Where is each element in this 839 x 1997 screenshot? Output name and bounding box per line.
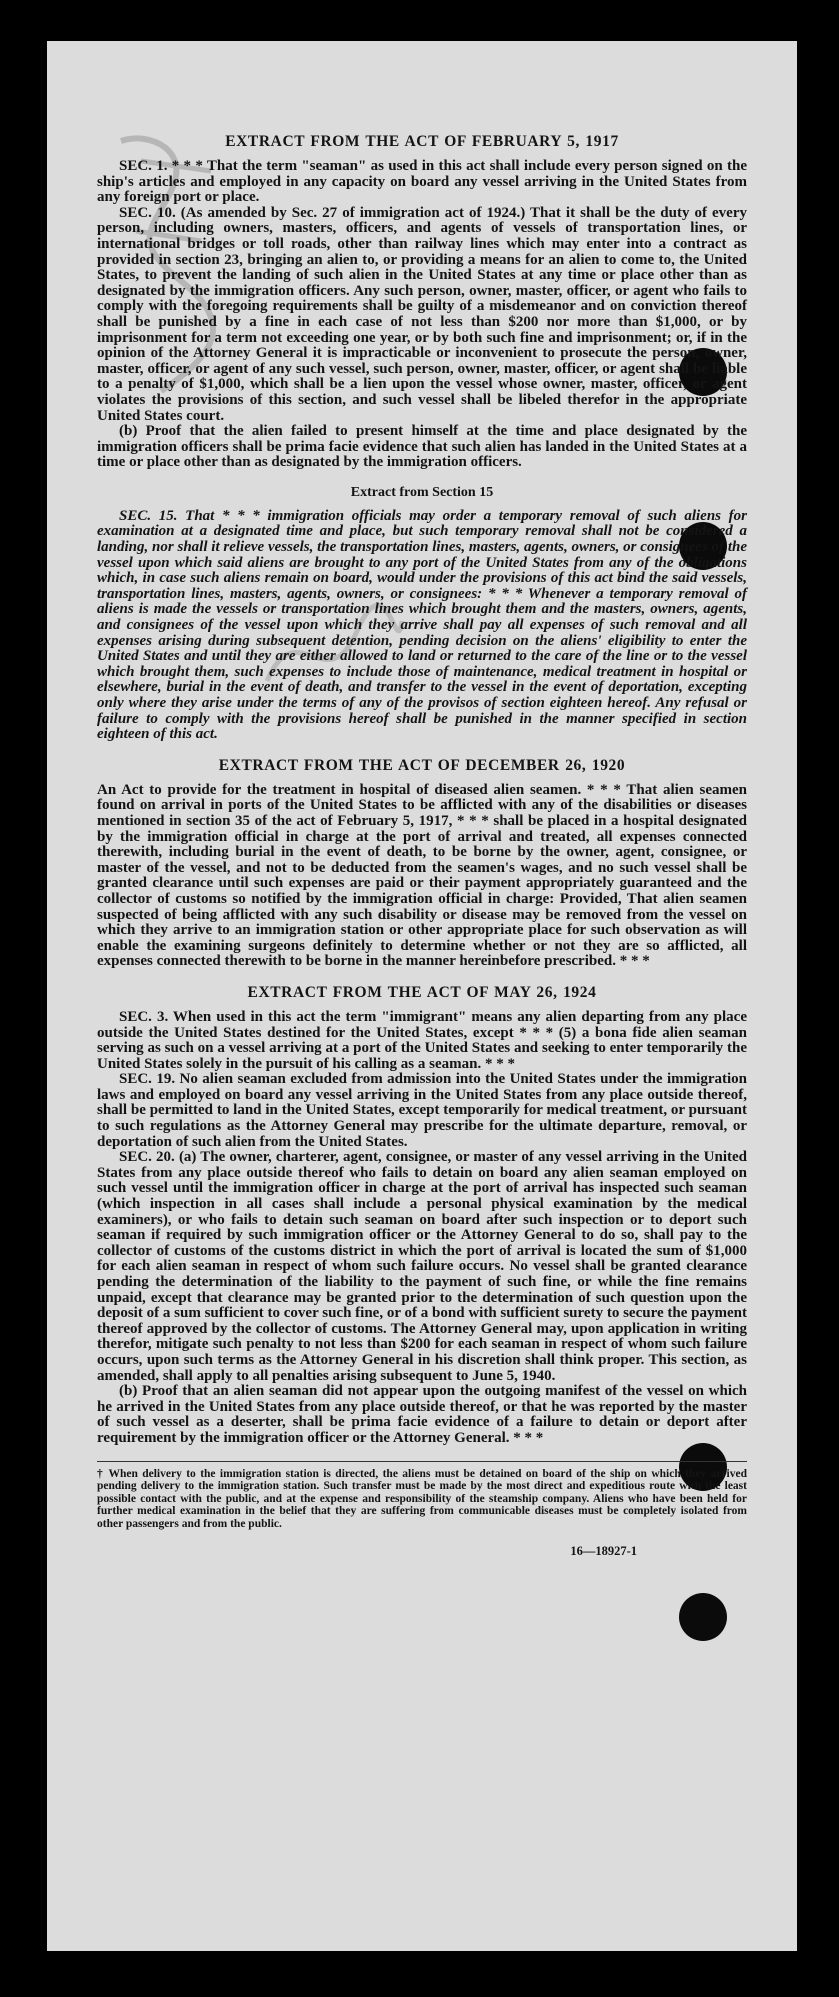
footnote: † When delivery to the immigration station is directed, the aliens must be detained on board of the ship on which they arrived pending delivery to the immigration station. Such transfer must be made by the most direct and expeditious route with the least possible contact with the public, and at the expense and responsibility of the steamship company. Aliens who have been held for further medical examination in the belief that they are suffering from communicable diseases must be completely isolated from other passengers and from the public.: [97, 1461, 747, 1531]
paragraph-sec-15: SEC. 15. That * * * immigration officials may order a temporary removal of such aliens for examination at a designated time and place, but such temporary removal shall not be considered a landing, nor shall it relieve vessels, the transportation lines, masters, agents, owners, or consignees of the vessel upon which said aliens are brought to any port of the United States from any of the obligations which, in case such aliens remain on board, would under the provisions of this act bind the said vessels, transportation lines, masters, agents, owners, or consignees: * * * Whenever a temporary removal of aliens is made the vessels or transportation lines which brought them and the masters, owners, agents, and consignees of the vessel upon which they arrive shall pay all expenses of such removal and all expenses arising during subsequent detention, pending decision on the aliens' eligibility to enter the United States and until they are either allowed to land or returned to the care of the line or to the vessel which brought them, such expenses to include those of maintenance, medical treatment in hospital or elsewhere, burial in the event of death, and transfer to the vessel in the event of deportation, excepting only where they arise under the terms of any of the provisos of section eighteen hereof. Any refusal or failure to comply with the provisions hereof shall be punished in the manner specified in section eighteen of this act.: [97, 507, 747, 743]
paragraph-sec-20-a: SEC. 20. (a) The owner, charterer, agent, consignee, or master of any vessel arriving in the United States from any place outside thereof who fails to detain on board any alien seaman employed on such vessel until the immigration officer in charge at the port of arrival has inspected such seaman (which inspection in all cases shall include a personal physical examination by the medical examiners), or who fails to detain such seaman on board after such inspection or to deport such seaman if required by such immigration officer or the Attorney General to do so, shall pay to the collector of customs of the customs district in which the port of arrival is located the sum of $1,000 for each alien seaman in respect of whom such failure occurs. No vessel shall be granted clearance pending the determination of the liability to the payment of such fine, or while the fine remains unpaid, except that clearance may be granted prior to the determination of such question upon the deposit of a sum sufficient to cover such fine, or of a bond with sufficient surety to secure the payment thereof approved by the collector of customs. The Attorney General may, upon application in writing therefor, mitigate such penalty to not less than $200 for each seaman in respect of whom such failure occurs, upon such terms as the Attorney General in his discretion shall think proper. This section, as amended, shall apply to all penalties arising subsequent to June 5, 1940.: [97, 1149, 747, 1384]
section-act-dec-1920: [97, 757, 747, 970]
section-subtitle: Extract from Section 15: [350, 484, 494, 500]
paragraph-sec-10: SEC. 10. (As amended by Sec. 27 of immigration act of 1924.) That it shall be the duty of every person, including owners, masters, officers, and agents of vessels of transportation lines, or international bridges or toll roads, other than railway lines which may enter into a contract as provided in section 23, bringing an alien to, or providing a means for an alien to come to, the United States, to prevent the landing of such alien in the United States at any time or place other than as designated by the immigration officers. Any such person, owner, master, officer, or agent who fails to comply with the foregoing requirements shall be guilty of a misdemeanor and on conviction thereof shall be punished by a fine in each case of not less than $200 nor more than $1,000, or by imprisonment for a term not exceeding one year, or by both such fine and imprisonment; or, if in the opinion of the Attorney General it is impracticable or inconvenient to prosecute the person, owner, master, officer, or agent of any such vessel, such person, owner, master, officer, or agent shall be liable to a penalty of $1,000, which shall be a lien upon the vessel whose owner, master, officer, or agent violates the provisions of this section, and such vessel shall be libeled therefor in the appropriate United States court.: [97, 204, 747, 424]
paragraph-sec-20-b: (b) Proof that an alien seaman did not appear upon the outgoing manifest of the vessel on which he arrived in the United States from any place outside thereof, or that he was reported by the master of such vessel as a deserter, shall be prima facie evidence of a failure to detain or deport after requirement by the immigration officer or the Attorney General. * * *: [97, 1383, 747, 1446]
paragraph-sec-10-b: (b) Proof that the alien failed to present himself at the time and place designated by the immigration officers shall be prima facie evidence that such alien has landed in the United States at a time or place other than as designated by the immigration officers.: [97, 423, 747, 471]
punch-hole-4: [679, 1593, 727, 1641]
section-extract-15: [97, 485, 747, 743]
section-title: EXTRACT FROM THE ACT OF DECEMBER 26, 1920: [218, 756, 626, 774]
paragraph-act-1920: An Act to provide for the treatment in hospital of diseased alien seamen. * * * That alien seamen found on arrival in ports of the United States to be afflicted with any of the disabilities or diseases mentioned in section 35 of the act of February 5, 1917, * * * shall be placed in a hospital designated by the immigration official in charge at the port of arrival and treated, all expenses connected therewith, including burial in the event of death, to be borne by the owner, agent, consignee, or master of the vessel, and not to be deducted from the seamen's wages, and no such vessel shall be granted clearance until such expenses are paid or their payment appropriately guaranteed and the collector of customs so notified by the immigration official in charge: Provided, That alien seamen suspected of being afflicted with any such disability or disease may be removed from the vessel on which they arrive to an immigration station or other appropriate place for such observation as will enable the examining surgeons definitely to determine whether or not they are so afflicted, all expenses connected therewith to be borne in the manner hereinbefore prescribed. * * *: [97, 781, 747, 970]
paragraph-sec-1: SEC. 1. * * * That the term "seaman" as used in this act shall include every person signed on the ship's articles and employed in any capacity on board any vessel arriving in the United States from any foreign port or place.: [97, 158, 747, 206]
form-number: 16—18927-1: [570, 1544, 637, 1559]
section-title: EXTRACT FROM THE ACT OF MAY 26, 1924: [247, 983, 597, 1001]
section-title: EXTRACT FROM THE ACT OF FEBRUARY 5, 1917: [225, 133, 619, 150]
paragraph-sec-19: SEC. 19. No alien seaman excluded from admission into the United States under the immigration laws and employed on board any vessel arriving in the United States from any place outside thereof, shall be permitted to land in the United States, except temporarily for medical treatment, or pursuant to such regulations as the Attorney General may prescribe for the ultimate departure, removal, or deportation of such alien from the United States.: [97, 1071, 747, 1150]
document-content: [97, 133, 747, 1559]
section-act-feb-1917: [97, 133, 747, 471]
document-page: [47, 41, 797, 1951]
paragraph-sec-3: SEC. 3. When used in this act the term "immigrant" means any alien departing from any place outside the United States destined for the United States, except * * * (5) a bona fide alien seaman serving as such on a vessel arriving at a port of the United States and seeking to enter temporarily the United States solely in the pursuit of his calling as a seaman. * * *: [97, 1008, 747, 1072]
section-act-may-1924: [97, 984, 747, 1447]
